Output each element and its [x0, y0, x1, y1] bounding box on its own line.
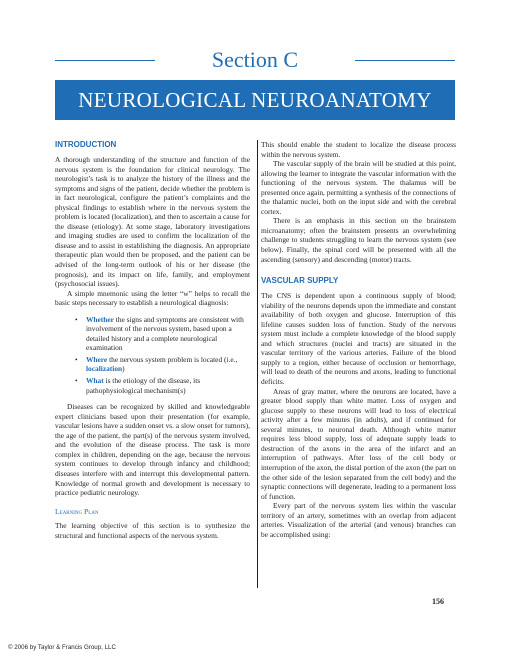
right-column — [261, 140, 456, 539]
right-paragraph-3: There is an emphasis in this section on the brainstem microanatomy; often the brainstem presents an overwhelming challenge to students struggling to learn the nervous system (see below). Finally, the spinal cord will be presented with all the ascending (sensory) and descending (motor) tracts. — [261, 216, 456, 264]
list-text: the nervous system problem is located (i.e., — [107, 354, 238, 364]
list-keyword-localization: localization — [86, 364, 123, 374]
column-divider — [257, 140, 258, 588]
list-keyword: Whether — [86, 314, 114, 324]
intro-paragraph-2: A simple mnemonic using the letter “w” helps to recall the basic steps necessary to establish a neurological diagnosis: — [55, 288, 250, 308]
vascular-supply-heading: VASCULAR SUPPLY — [261, 276, 339, 286]
list-item — [75, 315, 250, 353]
chapter-title: NEUROLOGICAL NEUROANATOMY — [78, 87, 432, 112]
list-keyword: Where — [86, 354, 108, 364]
vascular-paragraph-1: The CNS is dependent upon a continuous supply of blood; viability of the neurons depends upon the immediate and constant availability of both oxygen and glucose. Interruption of this lifeline causes sudden loss of function. Study of the nervous system must include a complete knowledge of the blood supply and which structures (nuclei and tracts) are situated in the vascular territory of the various arteries. Failure of the blood supply to a region, either because of occlusion or hemorrhage, will lead to death of the neurons and axons, leading to functional deficits. — [261, 291, 456, 387]
section-rule-left — [55, 60, 155, 61]
learning-plan-heading: Learning Plan — [55, 506, 99, 516]
introduction-heading: INTRODUCTION — [55, 140, 117, 149]
list-item — [75, 355, 250, 374]
section-header — [55, 46, 455, 74]
intro-paragraph-1: A thorough understanding of the structure and function of the nervous system is the foundation for clinical neurology. The neurologist’s task is to analyze the history of the illness and the symptoms and signs of the patient, decide whether the problem is in fact neurological, configure the patient’s complaints and the physical findings to establish where in the nervous system the problem is located (localization), and then to ascertain a cause for the disease (etiology). At some stage, laboratory investigations and imaging studies are used to confirm the localization of the disease and to assist in establishing the diagnosis. An appropriate therapeutic plan would then be proposed, and the patient can be advised of the long-term outlook of his or her disease (the prognosis), and its impact on life, family, and employment (psychosocial issues). — [55, 155, 250, 289]
list-text: the signs and symptoms are consistent with involvement of the nervous system, based upon a detailed history and a complete neurological examination — [86, 314, 244, 353]
left-column — [55, 140, 250, 540]
list-text-tail: ) — [122, 364, 125, 374]
vascular-paragraph-2: Areas of gray matter, where the neurons are located, have a greater blood supply than white matter. Loss of oxygen and glucose supply to these neurons will lead to loss of electrical activity after a few minutes (in adults), and if continued for several minutes, to neuronal death. Although white matter requires less blood supply, loss of adequate supply leads to destruction of the axons in the area of the infarct and an interruption of pathways. After loss of the cell body or interruption of the axon, the distal portion of the axon (the part on the other side of the lesion separated from the cell body) and the synaptic connections will degenerate, leading to a permanent loss of function. — [261, 386, 456, 501]
list-item — [75, 376, 250, 395]
section-title: Section C — [211, 47, 299, 72]
intro-paragraph-3: Diseases can be recognized by skilled and knowledgeable expert clinicians based upon their presentation (for example, vascular lesions have a sudden onset vs. a slow onset for tumors), the age of the patient, the part(s) of the nervous system involved, and the evolution of the disease process. The task is more complex in children, depending on the age, because the nervous system continues to develop through infancy and childhood; diseases interfere with and interrupt this developmental pattern. Knowledge of normal growth and development is necessary to practice pediatric neurology. — [55, 402, 250, 498]
copyright-notice: © 2006 by Taylor & Francis Group, LLC — [8, 644, 116, 651]
bullet-icon: • — [75, 354, 78, 364]
bullet-icon: • — [75, 376, 78, 386]
list-keyword: What — [86, 376, 104, 386]
bullet-icon: • — [75, 314, 78, 324]
right-paragraph-1: This should enable the student to localize the disease process within the nervous system. — [261, 140, 456, 159]
chapter-banner — [55, 80, 455, 120]
page-number: 156 — [432, 597, 444, 606]
mnemonic-list — [55, 315, 250, 395]
learning-plan-paragraph: The learning objective of this section is to synthesize the structural and functional aspects of the nervous system. — [55, 521, 250, 540]
vascular-paragraph-3: Every part of the nervous system lies within the vascular territory of an artery, sometimes with an overlap from adjacent arteries. Visualization of the arterial (and venous) branches can be accomplished using: — [261, 501, 456, 539]
right-paragraph-2: The vascular supply of the brain will be studied at this point, allowing the learner to integrate the vascular information with the functioning of the nervous system. The thalamus will be presented once again, permitting a synthesis of the connections of the thalamic nuclei, both on the input side and with the cerebral cortex. — [261, 159, 456, 216]
section-rule-right — [355, 60, 455, 61]
list-text: is the etiology of the disease, its pathophysiological mechanism(s) — [86, 376, 201, 395]
